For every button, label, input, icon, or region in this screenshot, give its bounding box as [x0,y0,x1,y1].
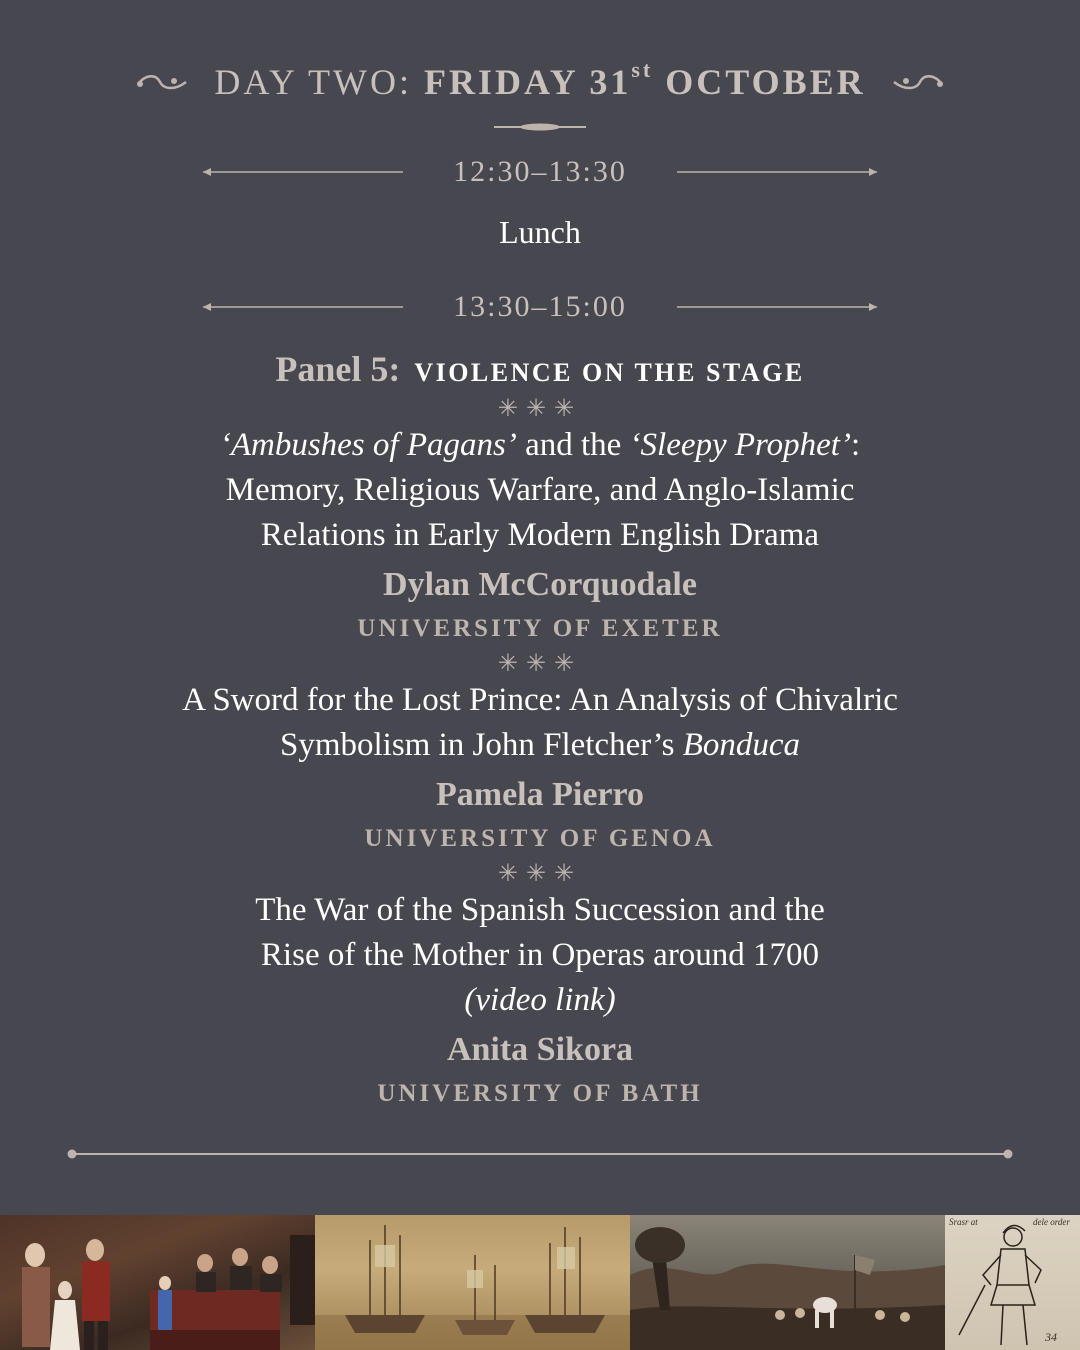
bottom-divider [0,1146,1080,1162]
talk-institution-2: UNIVERSITY OF GENOA [364,825,716,852]
battle-scene-icon [630,1215,945,1350]
right-flourish-icon [890,70,946,94]
star-separator: ✳✳✳ [497,649,583,677]
interior-scene-icon [0,1215,315,1350]
right-arrow-rule-icon [675,301,879,313]
header-ornament [0,118,1080,130]
talk-title-line: Memory, Religious Warfare, and Anglo-Islamic [225,472,855,508]
period-interior-painting [0,1215,315,1350]
left-arrow-rule-icon [201,166,405,178]
talk-title-text: and the [516,427,630,463]
ships-scene-icon [315,1215,630,1350]
talk-author-3: Anita Sikora [446,1031,634,1068]
talk-title-line: A Sword for the Lost Prince: An Analysis of Chivalric [182,682,898,718]
divider-rule-icon [0,1146,1080,1162]
talk-title-2 [0,678,1080,768]
armoured-soldier-engraving [945,1215,1080,1350]
talk-title-italic: (video link) [464,982,616,1018]
day-title [214,57,866,103]
date-main: FRIDAY 31 [424,62,632,102]
artwork-strip [0,1215,1080,1350]
panel-heading [0,348,1080,390]
star-separator: ✳✳✳ [497,859,583,887]
talk-title-line: The War of the Spanish Succession and the [255,892,825,928]
right-arrow-rule-icon [675,166,879,178]
date-label [424,57,866,102]
time-label: 12:30–13:30 [453,155,627,188]
time-slot-1 [0,152,1080,192]
engraving-page-number: 34 [1045,1330,1057,1344]
day-header [0,52,1080,112]
time-slot-2 [0,287,1080,327]
day-label: DAY TWO: [214,62,413,102]
date-suffix: st [631,57,654,82]
talk-title-note [0,978,1080,1023]
talk-title-3 [0,888,1080,1023]
lunch-label: Lunch [499,214,581,250]
talk-author-2: Pamela Pierro [435,776,644,813]
talk-title-text: : [850,427,861,463]
talk-title-italic: ‘Ambushes of Pagans’ [219,427,517,463]
talk-title-text: Symbolism in John Fletcher’s [279,727,683,763]
soldier-engraving-icon [945,1215,1080,1350]
engraving-caption: Srasr at [949,1217,978,1227]
talk-title-line: Relations in Early Modern English Drama [260,517,820,553]
panel-title: VIOLENCE ON THE STAGE [414,358,805,387]
talk-title-line [0,723,1080,768]
talk-title-1 [0,423,1080,558]
panel-number: Panel 5: [275,349,401,389]
talk-institution-3: UNIVERSITY OF BATH [377,1080,703,1107]
left-flourish-icon [134,70,190,94]
talk-title-line [0,423,1080,468]
month-label: OCTOBER [665,62,866,102]
time-label: 13:30–15:00 [453,290,627,323]
talk-title-italic: ‘Sleepy Prophet’ [629,427,851,463]
talk-title-line: Rise of the Mother in Operas around 1700 [260,937,820,973]
talk-title-italic: Bonduca [682,727,801,763]
ornament-rule-icon [492,121,588,133]
star-separator: ✳✳✳ [497,394,583,422]
engraving-caption-2: dele order [1033,1217,1070,1227]
talk-author-1: Dylan McCorquodale [383,566,697,603]
naval-battle-painting [315,1215,630,1350]
battle-landscape-painting [630,1215,945,1350]
left-arrow-rule-icon [201,301,405,313]
talk-institution-1: UNIVERSITY OF EXETER [357,615,723,642]
